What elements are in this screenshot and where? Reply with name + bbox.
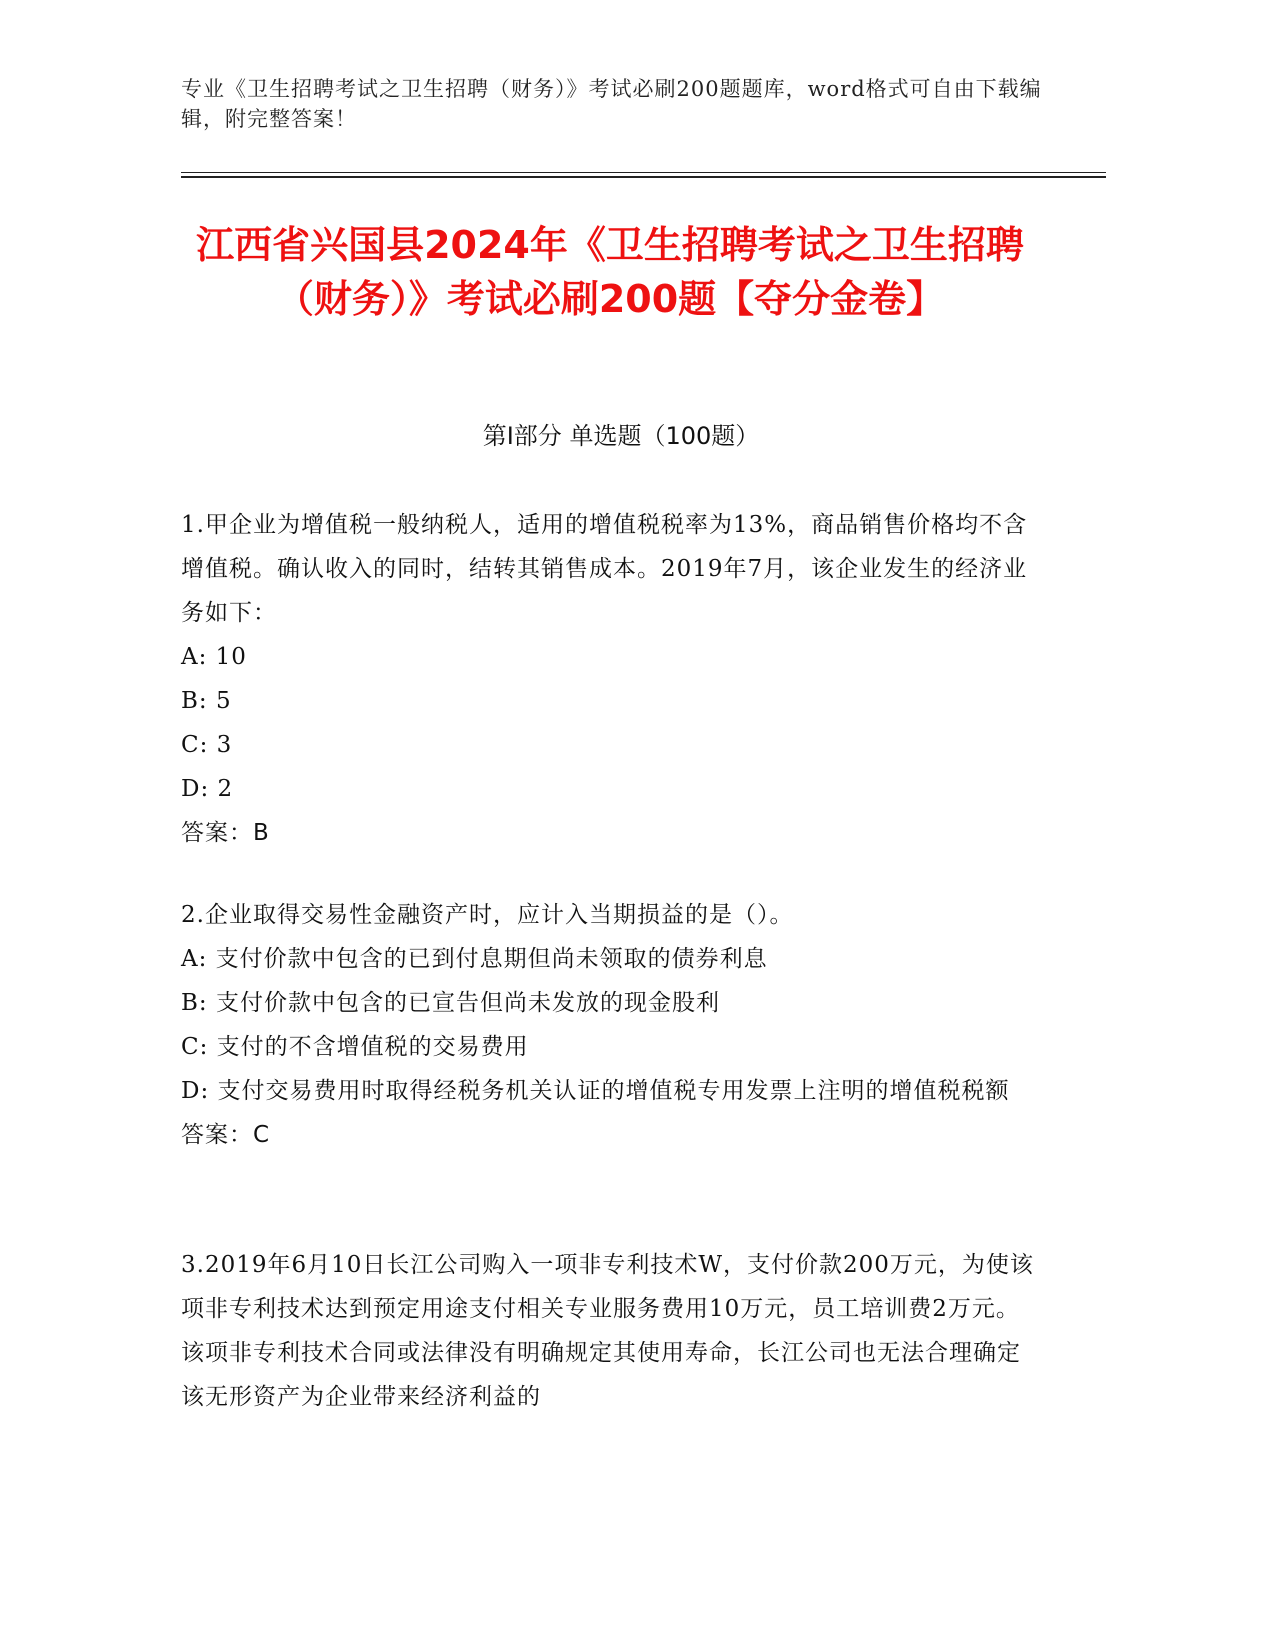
question-stem: 2.企业取得交易性金融资产时，应计入当期损益的是（）。 bbox=[181, 902, 794, 928]
option-c: C: 3 bbox=[181, 732, 233, 758]
header-note: 专业《卫生招聘考试之卫生招聘（财务）》考试必刷200题题库，word格式可自由下载编辑，附完整答案！ bbox=[181, 77, 1042, 131]
answer-label: 答案：B bbox=[181, 820, 270, 846]
question-stem: 1.甲企业为增值税一般纳税人，适用的增值税税率为13%，商品销售价格均不含增值税。确认收入的同时，结转其销售成本。2019年7月，该企业发生的经济业务如下： bbox=[181, 512, 1028, 626]
header-divider-thin bbox=[181, 172, 1106, 173]
answer-label: 答案：C bbox=[181, 1122, 271, 1148]
option-a: A: 支付价款中包含的已到付息期但尚未领取的债券利息 bbox=[181, 946, 768, 972]
document-title: 江西省兴国县2024年《卫生招聘考试之卫生招聘（财务）》考试必刷200题【夺分金卷】 bbox=[196, 223, 1024, 321]
question-3 bbox=[181, 1243, 1041, 1419]
question-stem: 3.2019年6月10日长江公司购入一项非专利技术W，支付价款200万元，为使该项非专利技术达到预定用途支付相关专业服务费用10万元，员工培训费2万元。该项非专利技术合同或法律没有明确规定其使用寿命，长江公司也无法合理确定该无形资产为企业带来经济利益的 bbox=[181, 1252, 1034, 1410]
section-title: 第Ⅰ部分 单选题（100题） bbox=[482, 422, 760, 450]
question-1 bbox=[181, 503, 1041, 855]
option-c: C: 支付的不含增值税的交易费用 bbox=[181, 1034, 529, 1060]
option-d: D: 支付交易费用时取得经税务机关认证的增值税专用发票上注明的增值税税额 bbox=[181, 1078, 1010, 1104]
option-b: B: 支付价款中包含的已宣告但尚未发放的现金股利 bbox=[181, 990, 720, 1016]
option-a: A: 10 bbox=[181, 644, 247, 670]
option-b: B: 5 bbox=[181, 688, 232, 714]
question-2 bbox=[181, 893, 1041, 1157]
header-divider-thick bbox=[181, 176, 1106, 178]
option-d: D: 2 bbox=[181, 776, 234, 802]
